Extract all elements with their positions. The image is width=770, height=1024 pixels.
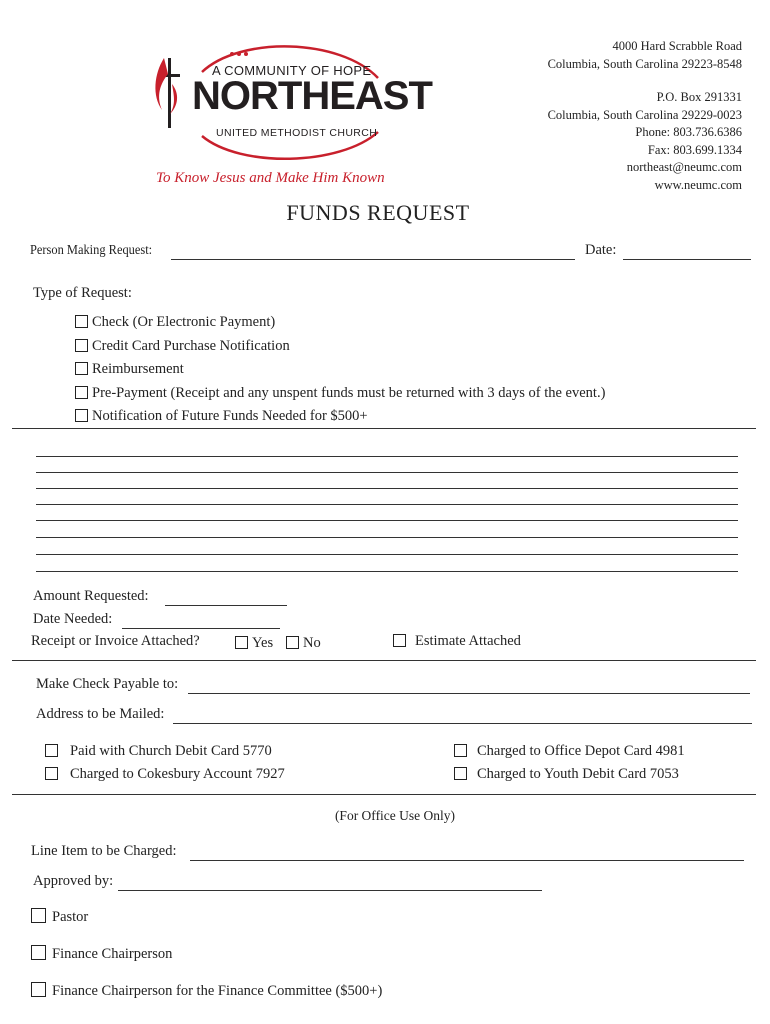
logo-sub-text: UNITED METHODIST CHURCH bbox=[216, 127, 378, 139]
checkbox-icon[interactable] bbox=[31, 982, 46, 997]
receipt-yes[interactable]: Yes bbox=[235, 635, 273, 652]
amount-label: Amount Requested: bbox=[33, 588, 149, 604]
description-line[interactable] bbox=[36, 520, 738, 521]
checkbox-icon[interactable] bbox=[75, 386, 88, 399]
description-line[interactable] bbox=[36, 456, 738, 457]
type-option[interactable]: Notification of Future Funds Needed for $500+ bbox=[75, 405, 605, 429]
checkbox-icon[interactable] bbox=[45, 767, 58, 780]
logo-name: NORTHEAST bbox=[192, 74, 432, 118]
payment-options-right bbox=[454, 740, 685, 786]
description-line[interactable] bbox=[36, 554, 738, 555]
divider bbox=[12, 794, 756, 795]
line-item-label: Line Item to be Charged: bbox=[31, 843, 177, 859]
address-mail-field[interactable] bbox=[173, 711, 752, 724]
city-address: Columbia, South Carolina 29223-8548 bbox=[547, 56, 742, 71]
approver-finance-chair[interactable]: Finance Chairperson bbox=[31, 945, 172, 963]
description-line[interactable] bbox=[36, 537, 738, 538]
address-mail-label: Address to be Mailed: bbox=[36, 706, 165, 722]
type-option[interactable]: Reimbursement bbox=[75, 358, 605, 382]
divider bbox=[12, 428, 756, 429]
payment-option[interactable]: Paid with Church Debit Card 5770 bbox=[45, 740, 285, 763]
date-needed-label: Date Needed: bbox=[33, 611, 113, 627]
church-logo bbox=[150, 44, 432, 164]
description-line[interactable] bbox=[36, 571, 738, 572]
email: northeast@neumc.com bbox=[626, 160, 742, 174]
page-title: FUNDS REQUEST bbox=[286, 200, 470, 225]
checkbox-icon[interactable] bbox=[75, 339, 88, 352]
checkbox-icon[interactable] bbox=[454, 744, 467, 757]
approver-pastor[interactable]: Pastor bbox=[31, 908, 88, 926]
date-needed-field[interactable] bbox=[122, 616, 280, 629]
receipt-no[interactable]: No bbox=[286, 635, 321, 652]
type-label: Type of Request: bbox=[33, 285, 132, 301]
person-label: Person Making Request: bbox=[30, 242, 153, 257]
person-field[interactable] bbox=[171, 247, 575, 260]
divider bbox=[12, 660, 756, 661]
approved-field[interactable] bbox=[118, 878, 542, 891]
checkbox-icon[interactable] bbox=[235, 636, 248, 649]
approved-label: Approved by: bbox=[33, 873, 114, 889]
date-label: Date: bbox=[585, 242, 617, 258]
type-option[interactable]: Credit Card Purchase Notification bbox=[75, 335, 605, 359]
address-block bbox=[548, 38, 742, 194]
payable-field[interactable] bbox=[188, 681, 750, 694]
description-line[interactable] bbox=[36, 504, 738, 505]
type-option[interactable]: Check (Or Electronic Payment) bbox=[75, 311, 605, 335]
payable-label: Make Check Payable to: bbox=[36, 676, 179, 692]
payment-option[interactable]: Charged to Youth Debit Card 7053 bbox=[454, 763, 685, 786]
date-field[interactable] bbox=[623, 247, 751, 260]
phone: Phone: 803.736.6386 bbox=[635, 125, 742, 139]
amount-field[interactable] bbox=[165, 593, 287, 606]
type-option[interactable]: Pre-Payment (Receipt and any unspent funds must be returned with 3 days of the event.) bbox=[75, 382, 605, 406]
payment-option[interactable]: Charged to Cokesbury Account 7927 bbox=[45, 763, 285, 786]
payment-options-left bbox=[45, 740, 285, 786]
office-use-heading: (For Office Use Only) bbox=[334, 808, 456, 823]
fax: Fax: 803.699.1334 bbox=[647, 142, 742, 157]
type-options bbox=[75, 311, 605, 429]
street-address: 4000 Hard Scrabble Road bbox=[612, 39, 742, 53]
description-line[interactable] bbox=[36, 472, 738, 473]
checkbox-icon[interactable] bbox=[75, 315, 88, 328]
line-item-field[interactable] bbox=[190, 848, 744, 861]
checkbox-icon[interactable] bbox=[31, 945, 46, 960]
checkbox-icon[interactable] bbox=[31, 908, 46, 923]
checkbox-icon[interactable] bbox=[45, 744, 58, 757]
checkbox-icon[interactable] bbox=[75, 409, 88, 422]
checkbox-icon[interactable] bbox=[286, 636, 299, 649]
logo-top-text: A COMMUNITY OF HOPE bbox=[212, 63, 372, 78]
payment-option[interactable]: Charged to Office Depot Card 4981 bbox=[454, 740, 685, 763]
description-line[interactable] bbox=[36, 488, 738, 489]
checkbox-icon[interactable] bbox=[454, 767, 467, 780]
checkbox-icon[interactable] bbox=[75, 362, 88, 375]
receipt-label: Receipt or Invoice Attached? bbox=[31, 633, 200, 649]
approver-finance-committee[interactable]: Finance Chairperson for the Finance Committee ($500+) bbox=[31, 982, 382, 1000]
po-city: Columbia, South Carolina 29229-0023 bbox=[547, 107, 742, 122]
checkbox-icon[interactable] bbox=[393, 634, 406, 647]
tagline: To Know Jesus and Make Him Known bbox=[156, 170, 385, 186]
website: www.neumc.com bbox=[654, 177, 742, 192]
po-box: P.O. Box 291331 bbox=[656, 90, 742, 104]
estimate-attached[interactable]: Estimate Attached bbox=[393, 633, 521, 650]
